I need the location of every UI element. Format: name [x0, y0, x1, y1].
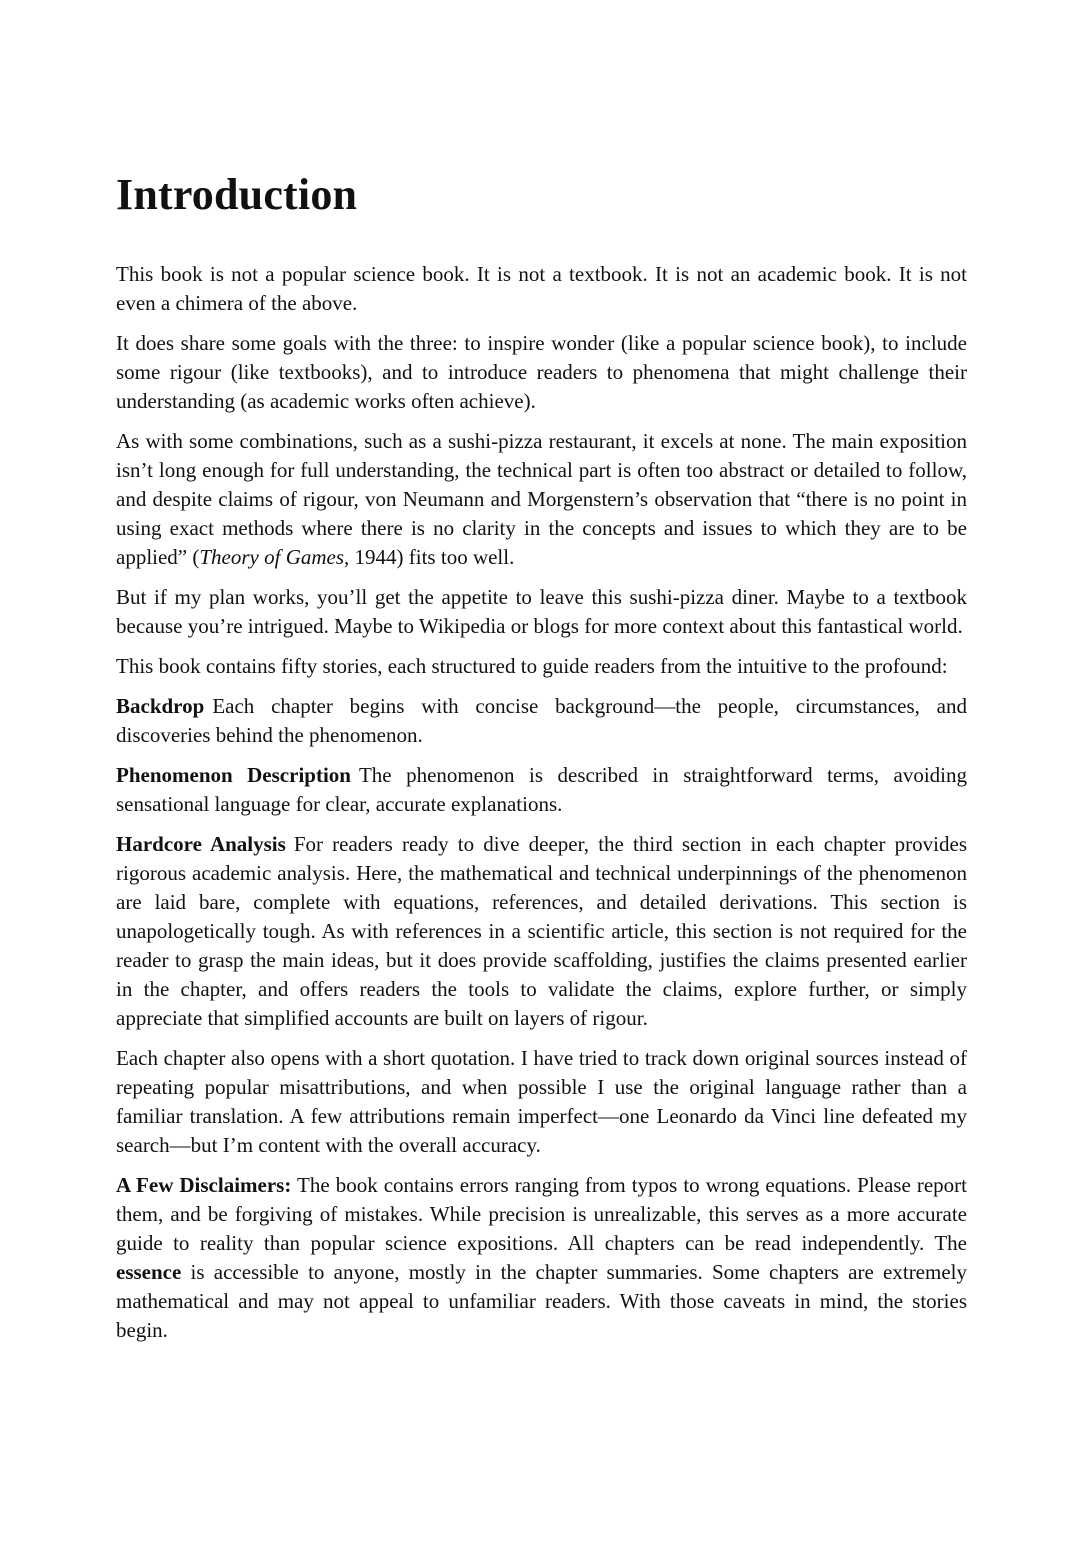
section-term: Hardcore Analysis [116, 832, 286, 856]
paragraph-disclaimers [116, 1171, 967, 1345]
section-term: Backdrop [116, 694, 205, 718]
section-text: The phenomenon is described in straightforward terms, avoiding sensational language for clear, accurate explanations. [116, 763, 968, 816]
section-phenomenon-description [116, 761, 967, 819]
paragraph-goals: It does share some goals with the three: to inspire wonder (like a popular science book), to include some rigour (like textbooks), and to introduce readers to phenomena that might challenge their understanding (as academic works often achieve). [116, 331, 967, 413]
section-text: Each chapter begins with concise background—the people, circumstances, and discoveries behind the phenomenon. [116, 694, 967, 747]
section-text: For readers ready to dive deeper, the third section in each chapter provides rigorous academic analysis. Here, the mathematical and technical underpinnings of the phenomenon are laid bare, complete with equations, references, and detailed derivations. This section is unapologetically tough. As with references in a scientific article, this section is not required for the reader to grasp the main ideas, but it does provide scaffolding, justifies the claims presented earlier in the chapter, and offers readers the tools to validate the claims, explore further, or simply appreciate that simplified accounts are built on layers of rigour. [116, 832, 967, 1030]
book-title-italic: Theory of Games [199, 545, 345, 569]
section-term: Phenomenon Description [116, 763, 351, 787]
paragraph-appetite: But if my plan works, you’ll get the appetite to leave this sushi-pizza diner. Maybe to a textbook because you’re intrigued. Maybe to Wikipedia or blogs for more context about this fantastical world. [116, 585, 967, 638]
essence-bold: essence [116, 1260, 182, 1284]
text: The book contains errors ranging from typos to wrong equations. Please report them, and be forgiving of mistakes. While precision is unrealizable, this serves as a more accurate guide to reality than popular science expositions. All chapters can be read independently. The [116, 1173, 967, 1255]
section-hardcore-analysis [116, 830, 967, 1033]
paragraph-sushi-pizza [116, 427, 967, 572]
paragraph-quotations: Each chapter also opens with a short quotation. I have tried to track down original sources instead of repeating popular misattributions, and when possible I use the original language rather than a familiar translation. A few attributions remain imperfect—one Leonardo da Vinci line defeated my search—but I’m content with the overall accuracy. [116, 1046, 967, 1157]
page-title: Introduction [116, 170, 358, 219]
document-page [116, 168, 967, 1356]
disclaimer-term: A Few Disclaimers: [116, 1173, 292, 1197]
text: , 1944) fits too well. [344, 545, 515, 569]
paragraph-structure: This book contains fifty stories, each structured to guide readers from the intuitive to the profound: [116, 654, 948, 678]
text: As with some combinations, such as a sushi-pizza restaurant, it excels at none. The main exposition isn’t long enough for full understanding, the technical part is often too abstract or detailed to follow, and despite claims of rigour, von Neumann and Morgenstern’s observation that “there is no point in using exact methods where there is no clarity in the concepts and issues to which they are to be applied” ( [116, 429, 967, 569]
section-backdrop [116, 692, 967, 750]
text: is accessible to anyone, mostly in the chapter summaries. Some chapters are extremely mathematical and may not appeal to unfamiliar readers. With those caveats in mind, the stories begin. [116, 1260, 967, 1342]
paragraph-intro: This book is not a popular science book. It is not a textbook. It is not an academic book. It is not even a chimera of the above. [116, 262, 967, 315]
